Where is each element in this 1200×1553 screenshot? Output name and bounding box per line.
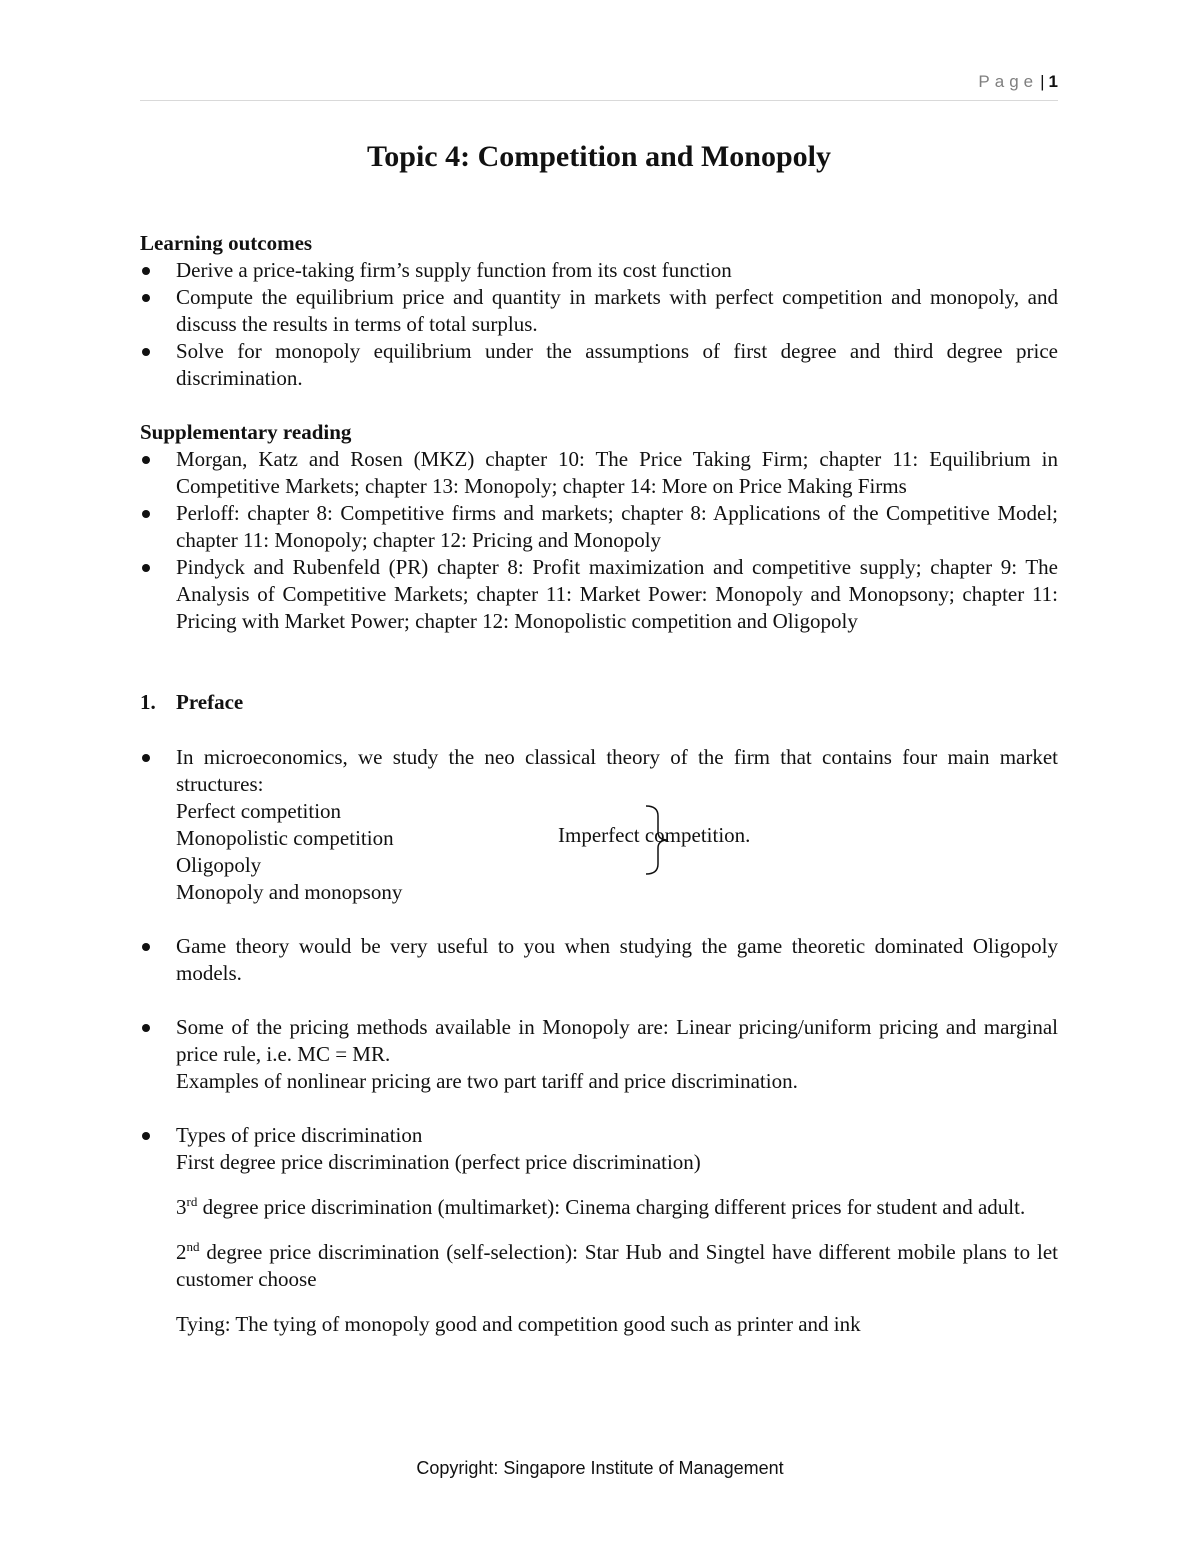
page-header [140, 72, 1058, 101]
second-degree-text: degree price discrimination (self-selection): Star Hub and Singtel have different mobile plans to let customer choose [176, 1240, 1058, 1291]
section-number: 1. [140, 690, 156, 714]
list-item [140, 744, 1058, 906]
list-item [140, 1122, 1058, 1338]
third-degree-text: degree price discrimination (multimarket): Cinema charging different prices for student and adult. [197, 1195, 1026, 1219]
list-item: Compute the equilibrium price and quantity in markets with perfect competition and monopoly, and discuss the results in terms of total surplus. [140, 284, 1058, 338]
list-item: Derive a price-taking firm’s supply function from its cost function [140, 257, 1058, 284]
second-degree [176, 1239, 1058, 1293]
second-degree-suffix: nd [186, 1239, 200, 1254]
structure-perfect-competition: Perfect competition [176, 799, 342, 823]
learning-outcomes-heading: Learning outcomes [140, 231, 313, 255]
market-structures-intro: In microeconomics, we study the neo classical theory of the firm that contains four main market structures: [176, 745, 1058, 796]
tying: Tying: The tying of monopoly good and competition good such as printer and ink [176, 1312, 861, 1336]
list-item: Morgan, Katz and Rosen (MKZ) chapter 10: The Price Taking Firm; chapter 11: Equilibrium in Competitive Markets; chapter 13: Monopoly; chapter 14: More on Price Making Firms [140, 446, 1058, 500]
nonlinear-pricing: Examples of nonlinear pricing are two part tariff and price discrimination. [176, 1069, 798, 1093]
supplementary-reading-heading: Supplementary reading [140, 420, 352, 444]
learning-outcomes-list [140, 257, 1058, 392]
second-degree-number: 2 [176, 1240, 187, 1264]
third-degree-number: 3 [176, 1195, 187, 1219]
third-degree-suffix: rd [186, 1194, 198, 1209]
page-footer: Copyright: Singapore Institute of Management [416, 1458, 784, 1478]
pricing-methods: Some of the pricing methods available in Monopoly are: Linear pricing/uniform pricing and marginal price rule, i.e. MC = MR. [176, 1015, 1058, 1066]
list-item: Game theory would be very useful to you when studying the game theoretic dominated Oligopoly models. [140, 933, 1058, 987]
third-degree [176, 1194, 1058, 1221]
page-separator: | [1040, 72, 1045, 91]
list-item [140, 1014, 1058, 1095]
structure-monopolistic-competition: Monopolistic competition [176, 826, 394, 850]
page-number: 1 [1048, 72, 1058, 91]
list-item: Solve for monopoly equilibrium under the assumptions of first degree and third degree price discrimination. [140, 338, 1058, 392]
first-degree: First degree price discrimination (perfect price discrimination) [176, 1150, 701, 1174]
list-item: Perloff: chapter 8: Competitive firms and markets; chapter 8: Applications of the Competitive Model; chapter 11: Monopoly; chapter 12: Pricing and Monopoly [140, 500, 1058, 554]
section-title: Preface [176, 690, 244, 714]
document-body [140, 230, 1058, 1338]
types-heading: Types of price discrimination [176, 1123, 423, 1147]
section-heading-preface [140, 689, 1058, 716]
list-item: Pindyck and Rubenfeld (PR) chapter 8: Profit maximization and competitive supply; chapter 9: The Analysis of Competitive Markets; chapter 11: Market Power: Monopoly and Monopsony; chapter 11: Pricing with Market Power; chapter 12: Monopolistic competition and Oligopoly [140, 554, 1058, 635]
structure-monopoly-monopsony: Monopoly and monopsony [176, 880, 403, 904]
page-label: Page [978, 72, 1039, 91]
supplementary-reading-list [140, 446, 1058, 635]
imperfect-competition-label: Imperfect competition. [558, 823, 751, 847]
structure-oligopoly: Oligopoly [176, 853, 262, 877]
document-title: Topic 4: Competition and Monopoly [367, 140, 831, 173]
market-structures [176, 798, 1058, 906]
preface-list [140, 744, 1058, 1338]
